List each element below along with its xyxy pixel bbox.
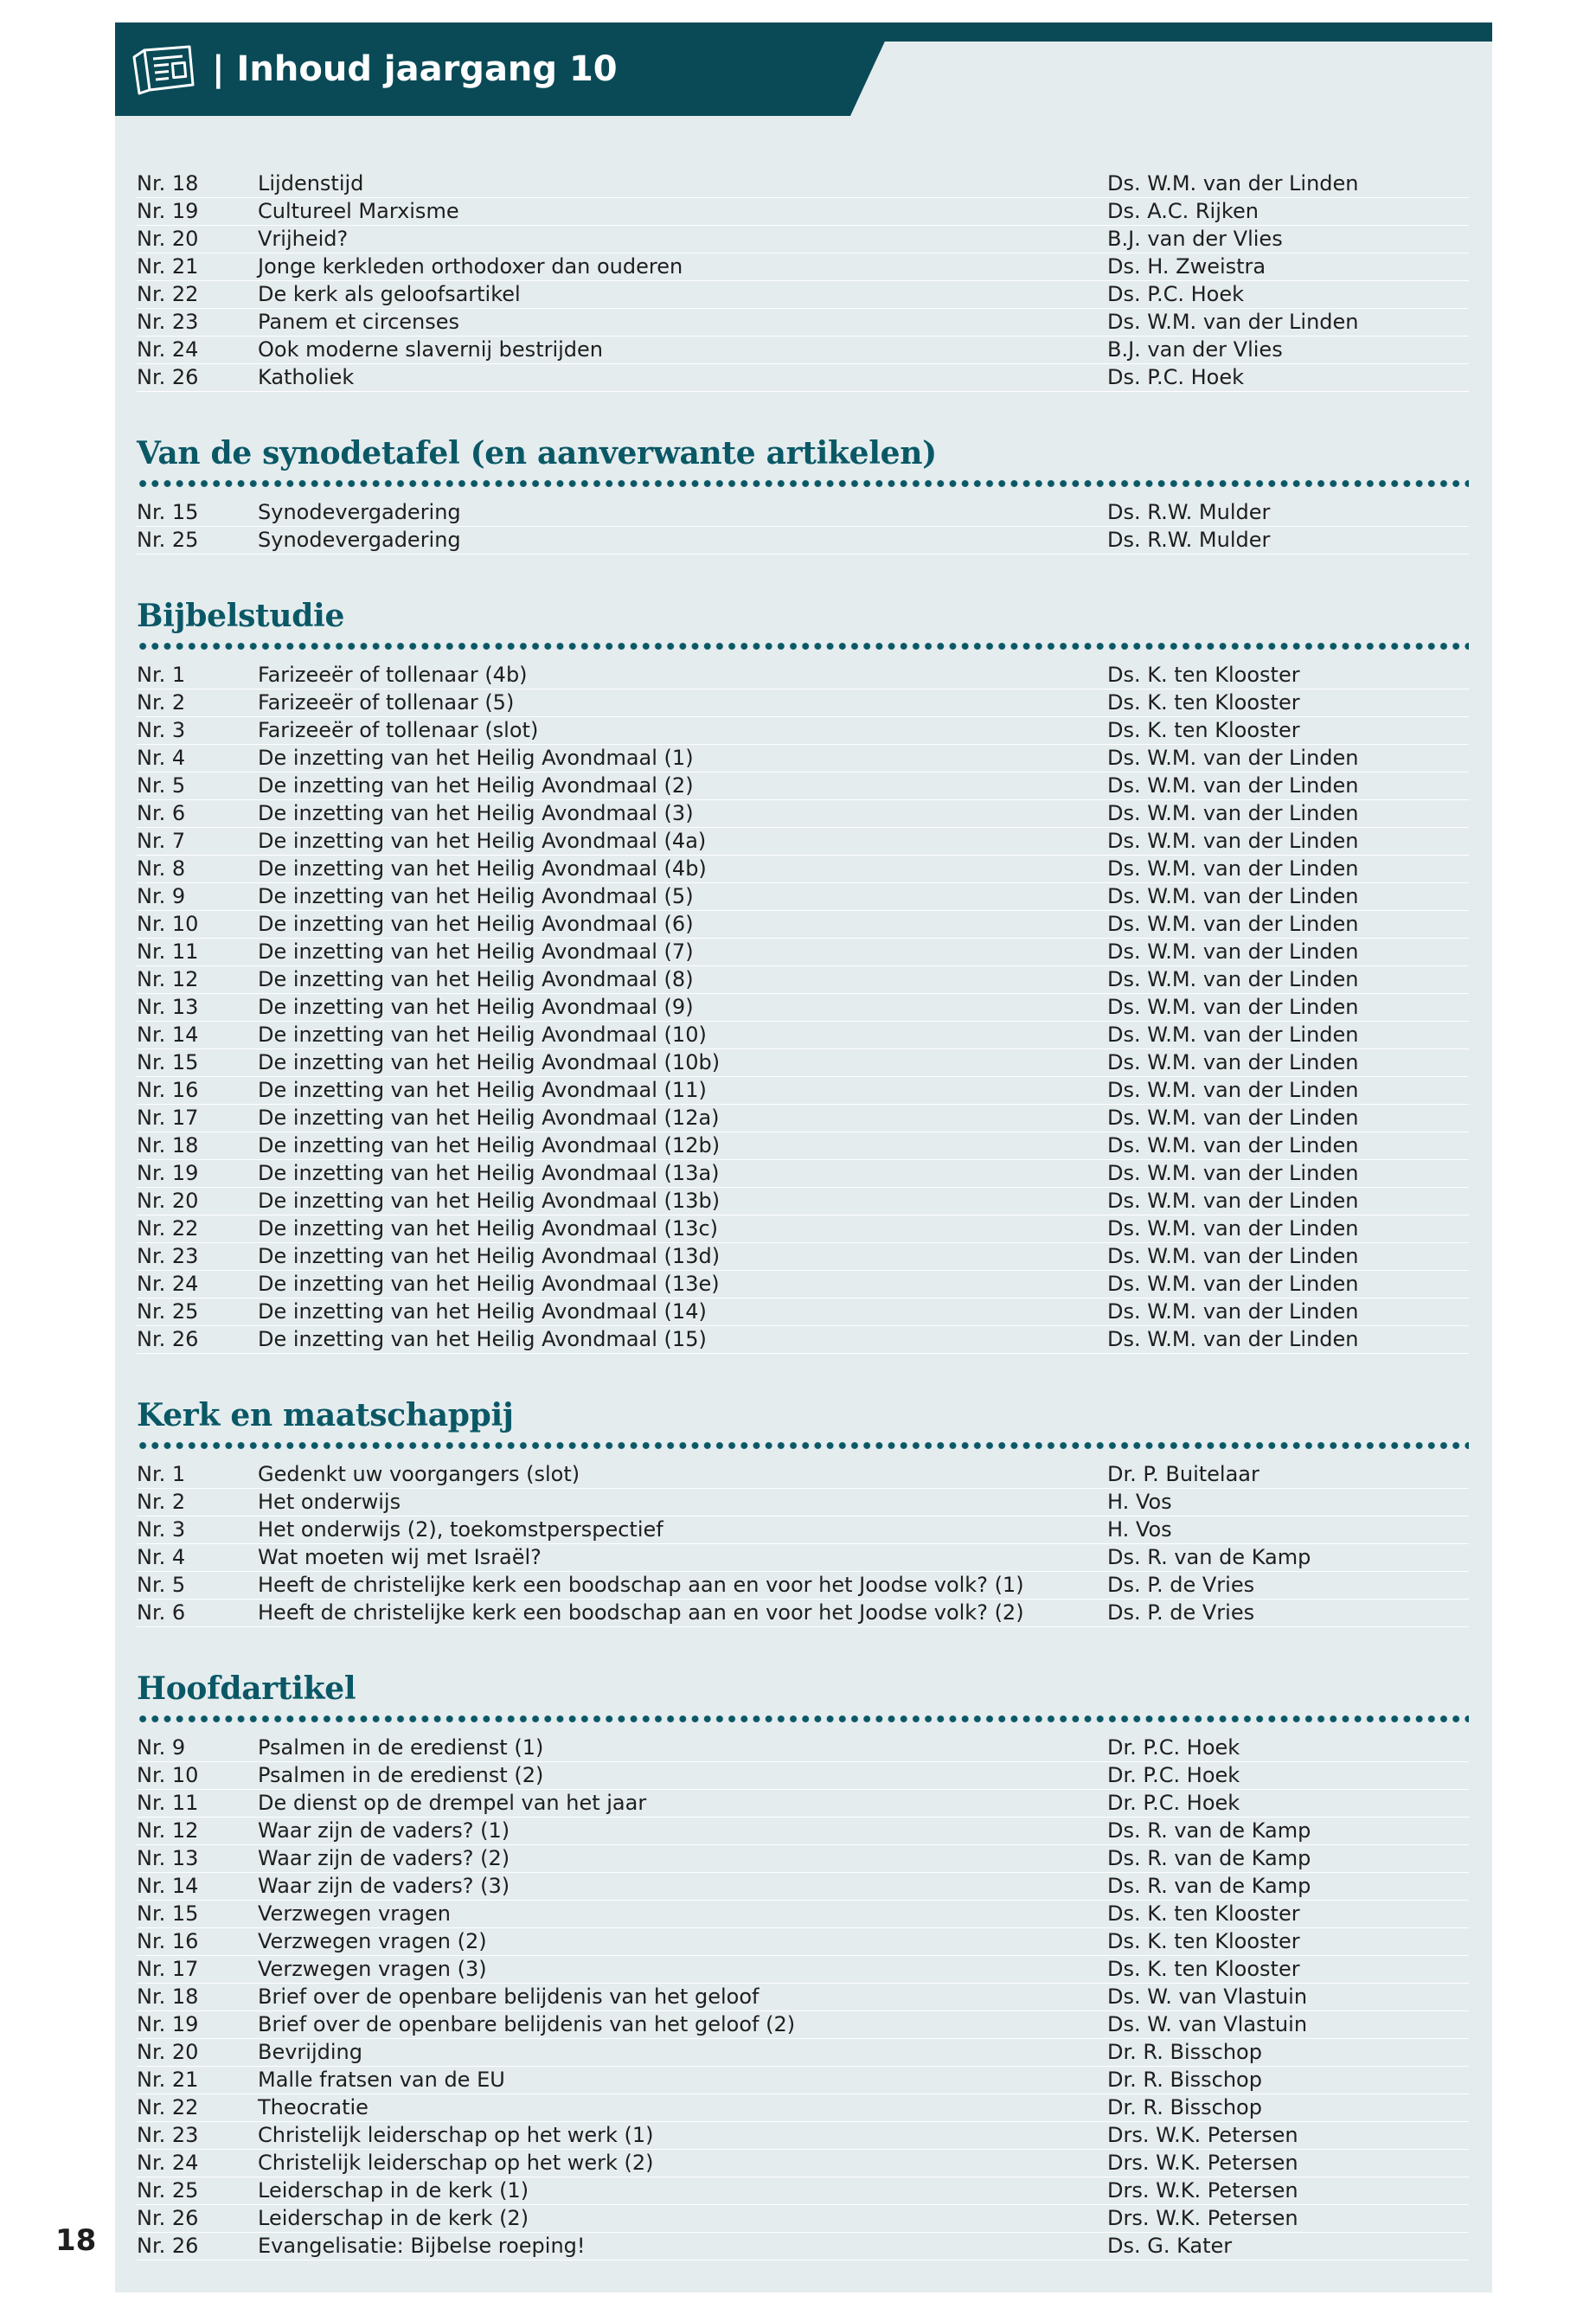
section (137, 170, 1469, 392)
article-title: Gedenkt uw voorgangers (slot) (258, 1462, 580, 1486)
article-author: H. Vos (1107, 1517, 1172, 1542)
issue-number: Nr. 4 (137, 746, 186, 770)
issue-number: Nr. 11 (137, 1791, 199, 1815)
article-author: Dr. P. Buitelaar (1107, 1462, 1259, 1486)
toc-row (137, 1243, 1469, 1271)
issue-number: Nr. 10 (137, 912, 199, 936)
toc-row (137, 2122, 1469, 2150)
article-author: Ds. A.C. Rijken (1107, 199, 1259, 223)
section-title: Van de synodetafel (en aanverwante artikelen) (137, 435, 937, 471)
toc-row (137, 499, 1469, 527)
article-title: De inzetting van het Heilig Avondmaal (3) (258, 801, 694, 825)
toc-row (137, 2150, 1469, 2177)
toc-row (137, 2177, 1469, 2205)
article-author: Ds. W.M. van der Linden (1107, 967, 1359, 991)
toc-row (137, 662, 1469, 689)
article-title: De inzetting van het Heilig Avondmaal (4a) (258, 829, 707, 853)
article-title: Bevrijding (258, 2040, 362, 2064)
toc-row (137, 1790, 1469, 1818)
section (137, 1669, 1469, 2260)
section (137, 433, 1469, 555)
article-title: De inzetting van het Heilig Avondmaal (13c) (258, 1216, 719, 1241)
issue-number: Nr. 25 (137, 2178, 199, 2203)
issue-number: Nr. 17 (137, 1106, 199, 1130)
dotted-divider (137, 1440, 1469, 1451)
article-author: Ds. W.M. van der Linden (1107, 884, 1359, 908)
issue-number: Nr. 23 (137, 2123, 199, 2147)
issue-number: Nr. 11 (137, 939, 199, 964)
article-title: Het onderwijs (2), toekomstperspectief (258, 1517, 663, 1542)
article-author: Ds. K. ten Klooster (1107, 1901, 1300, 1926)
article-title: De inzetting van het Heilig Avondmaal (13e) (258, 1272, 720, 1296)
article-title: Verzwegen vragen (258, 1901, 452, 1926)
article-title: Psalmen in de eredienst (2) (258, 1763, 544, 1787)
issue-number: Nr. 26 (137, 1327, 199, 1351)
dotted-divider (137, 478, 1469, 489)
issue-number: Nr. 21 (137, 2068, 199, 2092)
toc-row (137, 1984, 1469, 2011)
section (137, 596, 1469, 1354)
toc-row (137, 2011, 1469, 2039)
toc-row (137, 337, 1469, 364)
toc-row (137, 2039, 1469, 2067)
article-title: De inzetting van het Heilig Avondmaal (9) (258, 995, 694, 1019)
issue-number: Nr. 6 (137, 801, 186, 825)
article-title: De inzetting van het Heilig Avondmaal (6) (258, 912, 694, 936)
issue-number: Nr. 20 (137, 2040, 199, 2064)
toc-row (137, 1132, 1469, 1160)
article-title: De inzetting van het Heilig Avondmaal (5) (258, 884, 694, 908)
article-author: Ds. W.M. van der Linden (1107, 1050, 1359, 1074)
toc-row (137, 1160, 1469, 1188)
article-author: Ds. W.M. van der Linden (1107, 1244, 1359, 1268)
toc-row (137, 1544, 1469, 1572)
toc-row (137, 1845, 1469, 1873)
section-title: Kerk en maatschappij (137, 1397, 514, 1433)
issue-number: Nr. 10 (137, 1763, 199, 1787)
article-title: De inzetting van het Heilig Avondmaal (2) (258, 773, 694, 798)
issue-number: Nr. 14 (137, 1874, 199, 1898)
article-title: De inzetting van het Heilig Avondmaal (12b) (258, 1133, 721, 1157)
issue-number: Nr. 2 (137, 1490, 186, 1514)
article-title: Jonge kerkleden orthodoxer dan ouderen (258, 254, 683, 279)
toc-row (137, 281, 1469, 309)
issue-number: Nr. 1 (137, 1462, 186, 1486)
issue-number: Nr. 24 (137, 1272, 199, 1296)
toc-row (137, 1928, 1469, 1956)
issue-number: Nr. 15 (137, 1901, 199, 1926)
article-author: Ds. K. ten Klooster (1107, 1957, 1300, 1981)
table-of-contents (137, 170, 1469, 2302)
issue-number: Nr. 7 (137, 829, 186, 853)
article-title: Waar zijn de vaders? (2) (258, 1846, 510, 1870)
toc-row (137, 2094, 1469, 2122)
article-title: Synodevergadering (258, 528, 461, 552)
toc-row (137, 170, 1469, 198)
article-author: Ds. K. ten Klooster (1107, 1929, 1300, 1953)
toc-row (137, 745, 1469, 773)
article-author: Ds. W.M. van der Linden (1107, 939, 1359, 964)
issue-number: Nr. 22 (137, 282, 199, 306)
article-title: De inzetting van het Heilig Avondmaal (13d) (258, 1244, 721, 1268)
article-author: Ds. R. van de Kamp (1107, 1545, 1311, 1569)
toc-row (137, 2205, 1469, 2233)
article-author: Drs. W.K. Petersen (1107, 2123, 1298, 2147)
toc-row (137, 1298, 1469, 1326)
toc-row (137, 1762, 1469, 1790)
toc-row (137, 253, 1469, 281)
article-title: De inzetting van het Heilig Avondmaal (4b) (258, 856, 707, 881)
article-title: Verzwegen vragen (3) (258, 1957, 487, 1981)
article-title: De dienst op de drempel van het jaar (258, 1791, 647, 1815)
article-author: B.J. van der Vlies (1107, 227, 1283, 251)
article-author: Dr. R. Bisschop (1107, 2068, 1262, 2092)
article-title: Waar zijn de vaders? (1) (258, 1818, 510, 1843)
article-author: Ds. W.M. van der Linden (1107, 1189, 1359, 1213)
toc-row (137, 1022, 1469, 1049)
article-author: Dr. R. Bisschop (1107, 2040, 1262, 2064)
article-title: De inzetting van het Heilig Avondmaal (7) (258, 939, 694, 964)
article-title: Vrijheid? (258, 227, 349, 251)
issue-number: Nr. 15 (137, 1050, 199, 1074)
article-title: Theocratie (258, 2095, 369, 2119)
toc-row (137, 689, 1469, 717)
section-title: Hoofdartikel (137, 1670, 356, 1707)
toc-row (137, 994, 1469, 1022)
article-title: Katholiek (258, 365, 355, 389)
toc-row (137, 856, 1469, 883)
article-author: Ds. H. Zweistra (1107, 254, 1266, 279)
article-title: Heeft de christelijke kerk een boodschap aan en voor het Joodse volk? (2) (258, 1600, 1024, 1625)
toc-row (137, 198, 1469, 226)
toc-row (137, 226, 1469, 253)
article-author: Ds. K. ten Klooster (1107, 663, 1300, 687)
article-author: Ds. W.M. van der Linden (1107, 1023, 1359, 1047)
issue-number: Nr. 12 (137, 967, 199, 991)
issue-number: Nr. 23 (137, 310, 199, 334)
issue-number: Nr. 19 (137, 1161, 199, 1185)
article-title: Farizeeër of tollenaar (slot) (258, 718, 539, 742)
toc-row (137, 939, 1469, 966)
issue-number: Nr. 18 (137, 1985, 199, 2009)
article-title: De inzetting van het Heilig Avondmaal (10) (258, 1023, 707, 1047)
article-title: De inzetting van het Heilig Avondmaal (13a) (258, 1161, 720, 1185)
article-author: Dr. P.C. Hoek (1107, 1763, 1240, 1787)
article-title: Christelijk leiderschap op het werk (2) (258, 2151, 654, 2175)
article-author: Ds. W.M. van der Linden (1107, 1216, 1359, 1241)
article-title: De inzetting van het Heilig Avondmaal (1) (258, 746, 694, 770)
article-author: Ds. W.M. van der Linden (1107, 1106, 1359, 1130)
toc-row (137, 1901, 1469, 1928)
toc-row (137, 364, 1469, 392)
article-author: Ds. W.M. van der Linden (1107, 995, 1359, 1019)
article-title: Malle fratsen van de EU (258, 2068, 505, 2092)
toc-row (137, 1461, 1469, 1489)
issue-number: Nr. 26 (137, 2234, 199, 2258)
toc-row (137, 883, 1469, 911)
issue-number: Nr. 13 (137, 995, 199, 1019)
issue-number: Nr. 5 (137, 1573, 186, 1597)
article-title: Brief over de openbare belijdenis van het geloof (2) (258, 2012, 796, 2036)
page-number: 18 (55, 2223, 97, 2258)
toc-row (137, 1956, 1469, 1984)
issue-number: Nr. 20 (137, 1189, 199, 1213)
article-title: Evangelisatie: Bijbelse roeping! (258, 2234, 586, 2258)
article-author: Drs. W.K. Petersen (1107, 2151, 1298, 2175)
article-title: Ook moderne slavernij bestrijden (258, 337, 604, 362)
article-title: De inzetting van het Heilig Avondmaal (13b) (258, 1189, 721, 1213)
toc-row (137, 1326, 1469, 1354)
issue-number: Nr. 8 (137, 856, 186, 881)
article-title: De kerk als geloofsartikel (258, 282, 521, 306)
issue-number: Nr. 15 (137, 500, 199, 524)
article-title: Heeft de christelijke kerk een boodschap aan en voor het Joodse volk? (1) (258, 1573, 1024, 1597)
article-author: Ds. W. van Vlastuin (1107, 1985, 1308, 2009)
issue-number: Nr. 18 (137, 171, 199, 196)
toc-row (137, 1077, 1469, 1105)
article-author: Ds. W.M. van der Linden (1107, 310, 1359, 334)
article-author: Ds. R.W. Mulder (1107, 528, 1271, 552)
toc-row (137, 1735, 1469, 1762)
newspaper-icon (127, 40, 196, 100)
toc-row (137, 1105, 1469, 1132)
toc-row (137, 1873, 1469, 1901)
article-author: Drs. W.K. Petersen (1107, 2178, 1298, 2203)
article-author: Ds. P. de Vries (1107, 1600, 1255, 1625)
article-title: De inzetting van het Heilig Avondmaal (12a) (258, 1106, 720, 1130)
toc-row (137, 1188, 1469, 1215)
article-author: Ds. K. ten Klooster (1107, 690, 1300, 715)
toc-row (137, 773, 1469, 800)
issue-number: Nr. 3 (137, 718, 186, 742)
issue-number: Nr. 16 (137, 1078, 199, 1102)
article-title: Verzwegen vragen (2) (258, 1929, 487, 1953)
article-author: Dr. P.C. Hoek (1107, 1791, 1240, 1815)
article-author: Ds. W.M. van der Linden (1107, 1299, 1359, 1324)
issue-number: Nr. 25 (137, 1299, 199, 1324)
article-title: Cultureel Marxisme (258, 199, 459, 223)
issue-number: Nr. 19 (137, 199, 199, 223)
article-author: Ds. K. ten Klooster (1107, 718, 1300, 742)
toc-row (137, 1271, 1469, 1298)
toc-row (137, 1818, 1469, 1845)
article-author: B.J. van der Vlies (1107, 337, 1283, 362)
issue-number: Nr. 24 (137, 2151, 199, 2175)
section (137, 1395, 1469, 1627)
article-author: Ds. W.M. van der Linden (1107, 773, 1359, 798)
article-title: Leiderschap in de kerk (2) (258, 2206, 529, 2230)
article-author: Ds. W.M. van der Linden (1107, 1272, 1359, 1296)
article-author: Ds. G. Kater (1107, 2234, 1233, 2258)
article-title: Wat moeten wij met Israël? (258, 1545, 542, 1569)
article-title: Leiderschap in de kerk (1) (258, 2178, 529, 2203)
section-title: Bijbelstudie (137, 598, 345, 634)
issue-number: Nr. 16 (137, 1929, 199, 1953)
issue-number: Nr. 26 (137, 365, 199, 389)
article-author: Ds. W.M. van der Linden (1107, 171, 1359, 196)
article-title: Lijdenstijd (258, 171, 364, 196)
issue-number: Nr. 5 (137, 773, 186, 798)
article-author: Dr. P.C. Hoek (1107, 1735, 1240, 1760)
article-title: Farizeeër of tollenaar (5) (258, 690, 515, 715)
article-title: Synodevergadering (258, 500, 461, 524)
issue-number: Nr. 1 (137, 663, 186, 687)
dotted-divider (137, 1714, 1469, 1724)
toc-row (137, 911, 1469, 939)
issue-number: Nr. 17 (137, 1957, 199, 1981)
toc-row (137, 717, 1469, 745)
article-author: Ds. R. van de Kamp (1107, 1874, 1311, 1898)
article-author: Ds. W.M. van der Linden (1107, 856, 1359, 881)
issue-number: Nr. 19 (137, 2012, 199, 2036)
issue-number: Nr. 22 (137, 2095, 199, 2119)
toc-row (137, 1049, 1469, 1077)
article-title: De inzetting van het Heilig Avondmaal (15) (258, 1327, 707, 1351)
article-author: Ds. R. van de Kamp (1107, 1818, 1311, 1843)
article-title: Panem et circenses (258, 310, 460, 334)
article-author: Ds. P. de Vries (1107, 1573, 1255, 1597)
issue-number: Nr. 12 (137, 1818, 199, 1843)
toc-row (137, 800, 1469, 828)
issue-number: Nr. 23 (137, 1244, 199, 1268)
toc-row (137, 527, 1469, 555)
issue-number: Nr. 21 (137, 254, 199, 279)
article-author: Ds. W.M. van der Linden (1107, 1161, 1359, 1185)
article-title: Brief over de openbare belijdenis van het geloof (258, 1985, 760, 2009)
toc-row (137, 1572, 1469, 1600)
issue-number: Nr. 24 (137, 337, 199, 362)
toc-row (137, 1489, 1469, 1516)
toc-row (137, 1600, 1469, 1627)
article-title: De inzetting van het Heilig Avondmaal (8) (258, 967, 694, 991)
article-title: Waar zijn de vaders? (3) (258, 1874, 510, 1898)
page-header (115, 22, 1492, 116)
article-author: Ds. P.C. Hoek (1107, 282, 1245, 306)
toc-row (137, 309, 1469, 337)
article-author: Ds. W.M. van der Linden (1107, 912, 1359, 936)
article-title: De inzetting van het Heilig Avondmaal (11) (258, 1078, 707, 1102)
toc-row (137, 1516, 1469, 1544)
article-title: Het onderwijs (258, 1490, 401, 1514)
issue-number: Nr. 20 (137, 227, 199, 251)
article-author: Ds. R.W. Mulder (1107, 500, 1271, 524)
issue-number: Nr. 2 (137, 690, 186, 715)
article-author: Ds. W.M. van der Linden (1107, 1327, 1359, 1351)
issue-number: Nr. 3 (137, 1517, 186, 1542)
issue-number: Nr. 18 (137, 1133, 199, 1157)
dotted-divider (137, 641, 1469, 651)
page-title: | Inhoud jaargang 10 (212, 49, 618, 89)
issue-number: Nr. 9 (137, 1735, 186, 1760)
toc-row (137, 2233, 1469, 2260)
issue-number: Nr. 25 (137, 528, 199, 552)
issue-number: Nr. 26 (137, 2206, 199, 2230)
issue-number: Nr. 22 (137, 1216, 199, 1241)
article-author: Ds. P.C. Hoek (1107, 365, 1245, 389)
article-author: Ds. W.M. van der Linden (1107, 801, 1359, 825)
issue-number: Nr. 9 (137, 884, 186, 908)
article-author: Drs. W.K. Petersen (1107, 2206, 1298, 2230)
article-title: Psalmen in de eredienst (1) (258, 1735, 544, 1760)
article-author: Dr. R. Bisschop (1107, 2095, 1262, 2119)
article-title: De inzetting van het Heilig Avondmaal (14) (258, 1299, 707, 1324)
issue-number: Nr. 4 (137, 1545, 186, 1569)
article-title: De inzetting van het Heilig Avondmaal (10b) (258, 1050, 721, 1074)
article-author: Ds. W.M. van der Linden (1107, 746, 1359, 770)
issue-number: Nr. 13 (137, 1846, 199, 1870)
issue-number: Nr. 6 (137, 1600, 186, 1625)
toc-row (137, 966, 1469, 994)
toc-row (137, 828, 1469, 856)
article-author: Ds. W. van Vlastuin (1107, 2012, 1308, 2036)
toc-row (137, 1215, 1469, 1243)
article-author: Ds. W.M. van der Linden (1107, 1078, 1359, 1102)
article-author: Ds. W.M. van der Linden (1107, 1133, 1359, 1157)
article-author: Ds. W.M. van der Linden (1107, 829, 1359, 853)
article-author: Ds. R. van de Kamp (1107, 1846, 1311, 1870)
article-author: H. Vos (1107, 1490, 1172, 1514)
toc-row (137, 2067, 1469, 2094)
issue-number: Nr. 14 (137, 1023, 199, 1047)
article-title: Christelijk leiderschap op het werk (1) (258, 2123, 654, 2147)
article-title: Farizeeër of tollenaar (4b) (258, 663, 528, 687)
